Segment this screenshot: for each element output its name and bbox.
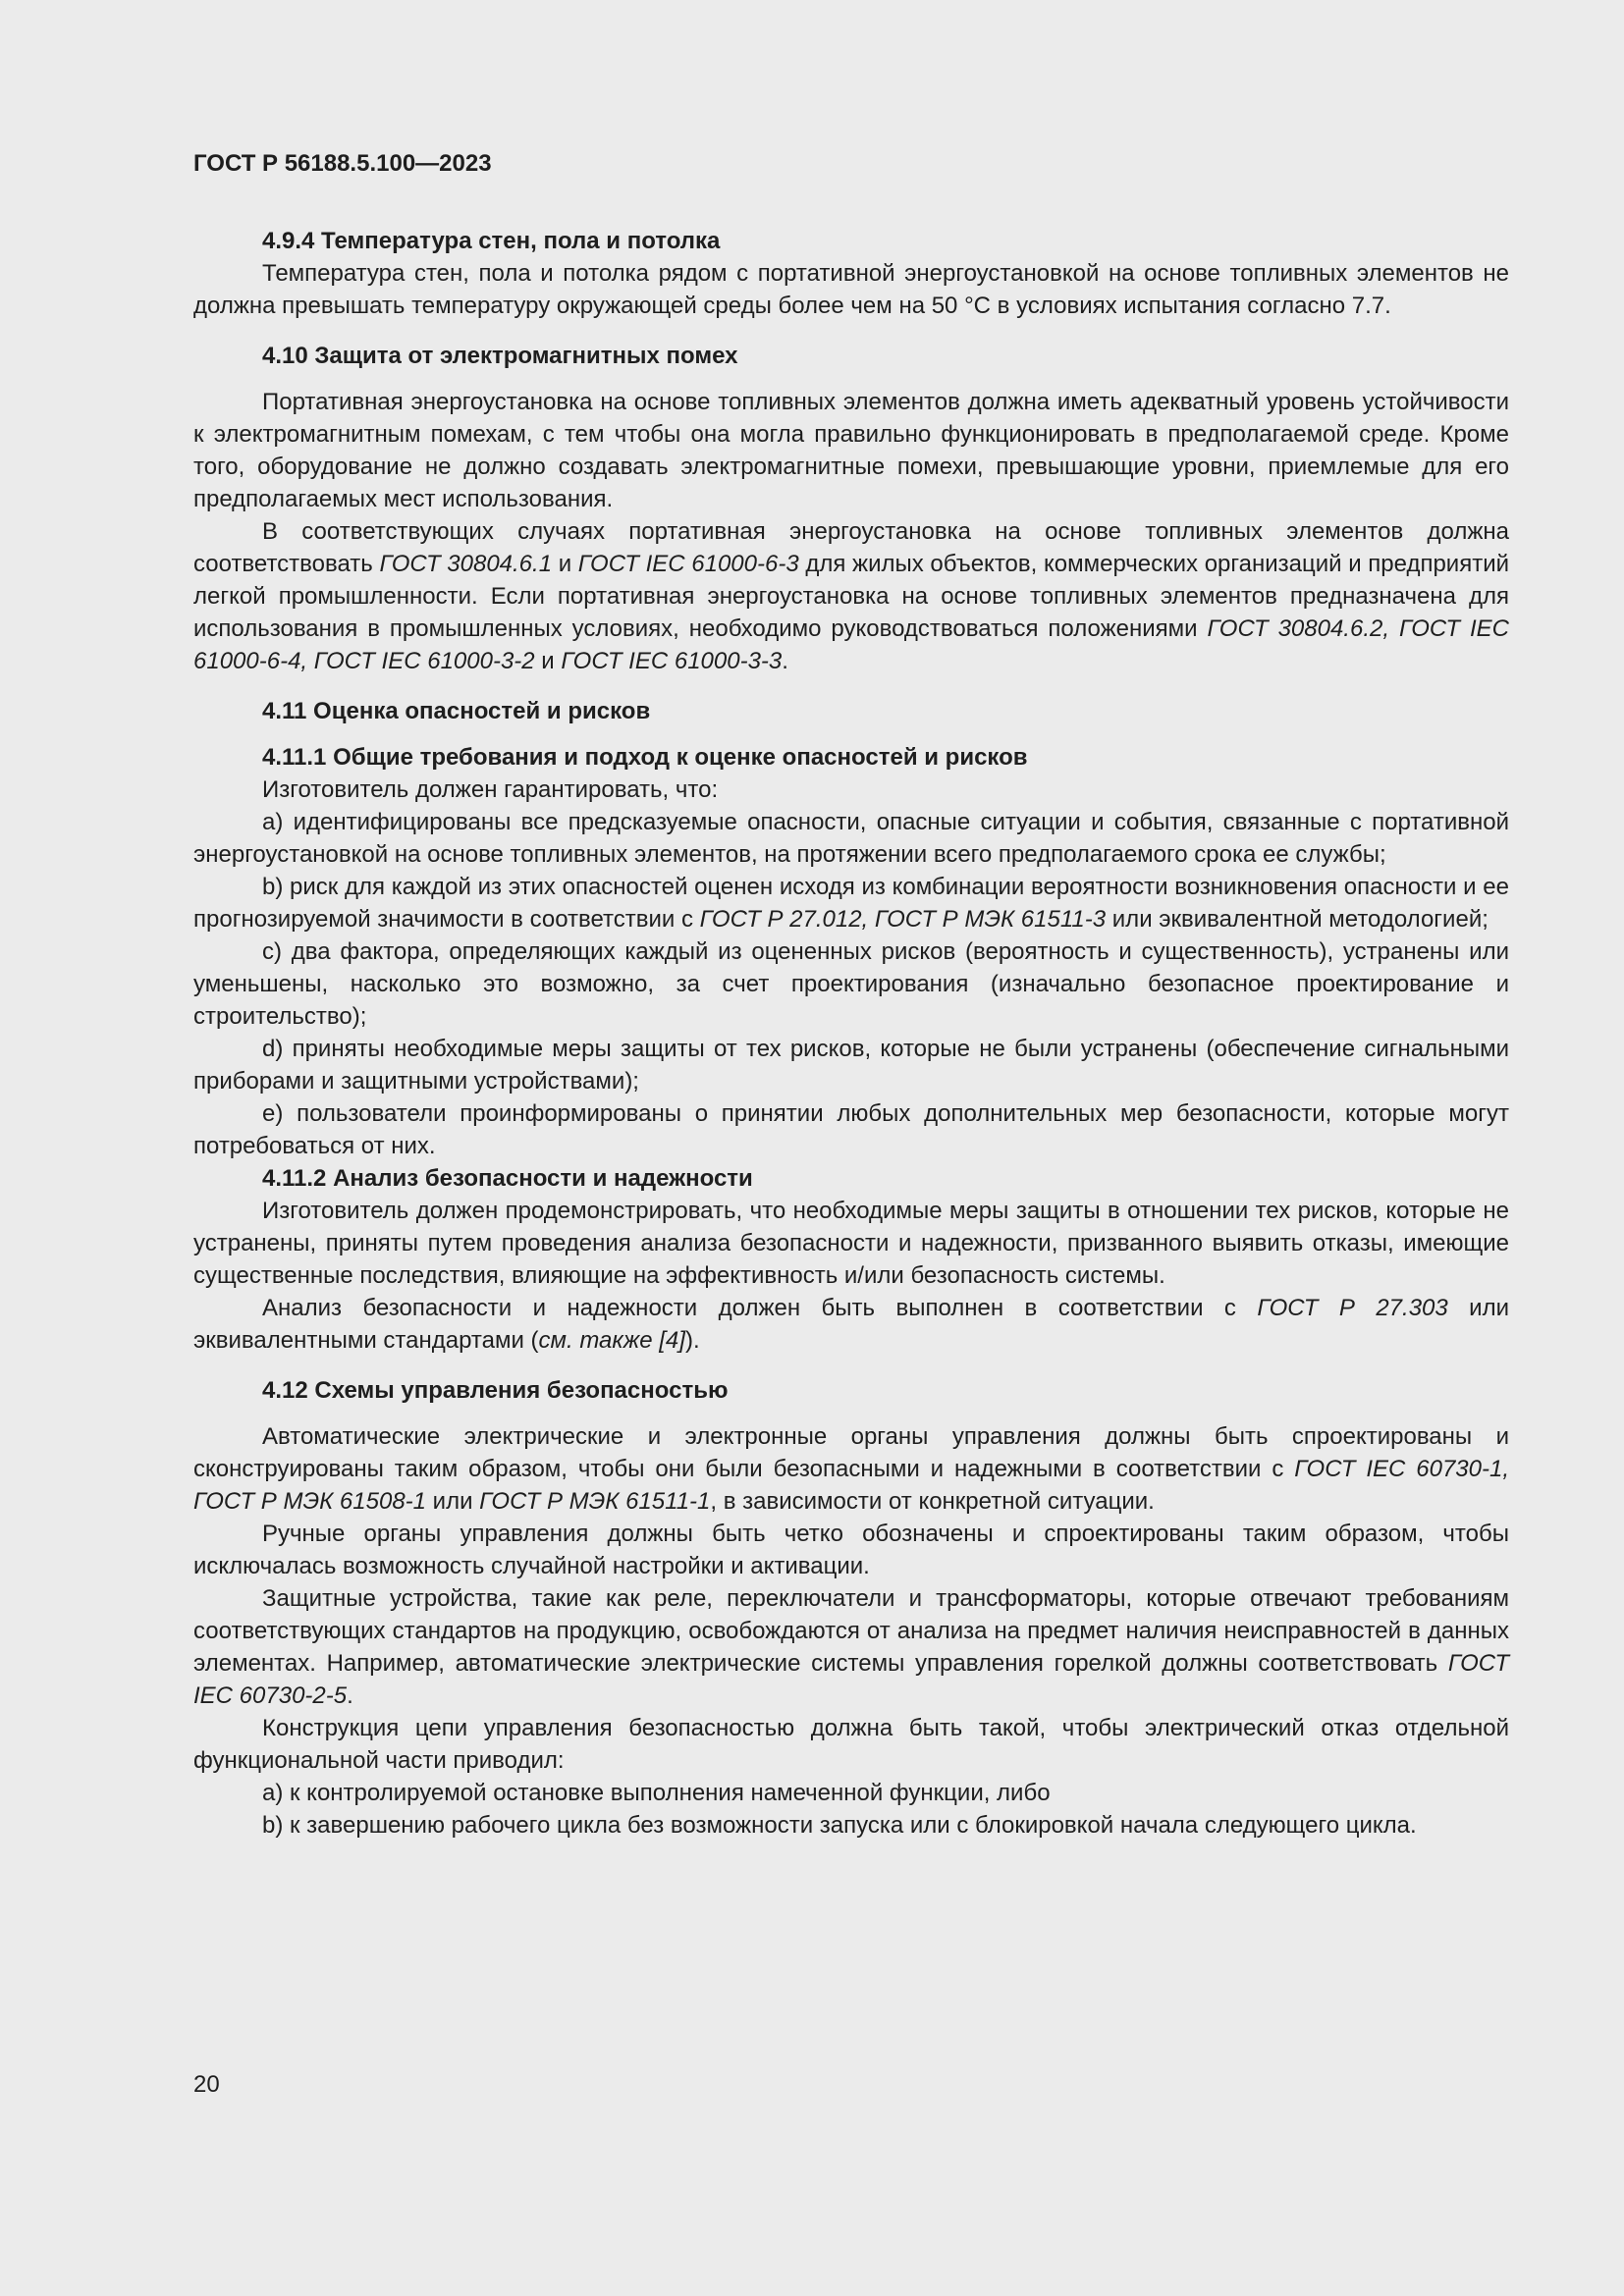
text-run: Анализ безопасности и надежности должен быть выполнен в соответствии с [262,1295,1258,1321]
text-run: , в зависимости от конкретной ситуации. [710,1488,1155,1515]
page-number: 20 [193,2071,220,2098]
text-run: или эквивалентной методологией; [1106,906,1489,933]
text-run: . [782,648,788,674]
standard-reference: см. также [4] [538,1327,685,1354]
section-heading: 4.12 Схемы управления безопасностью [262,1377,729,1404]
paragraph [193,1518,1509,1582]
text-run: или эквивалентными стандартами ( [193,1295,1509,1354]
paragraph [193,1033,1509,1097]
text-run: Конструкция цепи управления безопасностью должна быть такой, чтобы электрический отказ отдельной функциональной части приводил: [193,1715,1509,1774]
paragraph [193,806,1509,871]
text-run: a) идентифицированы все предсказуемые опасности, опасные ситуации и события, связанные с портативной энергоустановкой на основе топливных элементов, на протяжении всего предполагаемого срока ее службы; [193,809,1509,868]
document-body [193,147,1509,1842]
text-run: и [552,551,578,577]
standard-reference: ГОСТ IEC 60730-2-5 [193,1650,1509,1709]
text-run: Температура стен, пола и потолка рядом с портативной энергоустановкой на основе топливных элементов не должна превышать температуру окружающей среды более чем на 50 °C в условиях испытания согласно 7.7. [193,260,1509,319]
document-header: ГОСТ Р 56188.5.100—2023 [193,150,492,177]
paragraph [193,515,1509,677]
paragraph [193,1420,1509,1518]
section-heading: 4.10 Защита от электромагнитных помех [262,343,738,369]
text-run: b) риск для каждой из этих опасностей оценен исходя из комбинации вероятности возникновения опасности и ее прогнозируемой значимости в соответствии с [193,874,1509,933]
paragraph [193,1809,1509,1842]
text-run: a) к контролируемой остановке выполнения намеченной функции, либо [262,1780,1051,1806]
document-sections [193,225,1509,1842]
standard-reference: ГОСТ IEC 61000-6-3 [577,551,799,577]
section-heading: 4.11.1 Общие требования и подход к оценке опасностей и рисков [262,744,1028,771]
text-run: e) пользователи проинформированы о принятии любых дополнительных мер безопасности, которые могут потребоваться от них. [193,1100,1509,1159]
standard-reference: ГОСТ Р МЭК 61511-1 [479,1488,711,1515]
standard-reference: ГОСТ Р 27.012, ГОСТ Р МЭК 61511-3 [699,906,1107,933]
paragraph [193,935,1509,1033]
section-heading: 4.11 Оценка опасностей и рисков [262,698,651,724]
standard-reference: ГОСТ IEC 61000-3-3 [561,648,783,674]
standard-reference: ГОСТ 30804.6.2, ГОСТ IEC 61000-6-4, ГОСТ IEC 61000-3-2 [193,615,1509,674]
text-run: b) к завершению рабочего цикла без возможности запуска или с блокировкой начала следующего цикла. [262,1812,1417,1839]
paragraph [193,257,1509,322]
paragraph [193,1582,1509,1712]
standard-reference: ГОСТ Р 27.303 [1257,1295,1448,1321]
text-run: для жилых объектов, коммерческих организаций и предприятий легкой промышленности. Если портативная энергоустановка на основе топливных элементов предназначена для использования в промышленных условиях, необходимо руководствоваться положениями [193,551,1510,642]
text-run: и [534,648,562,674]
paragraph [193,1712,1509,1777]
standard-reference: ГОСТ 30804.6.1 [379,551,553,577]
text-run: Портативная энергоустановка на основе топливных элементов должна иметь адекватный уровень устойчивости к электромагнитным помехам, с тем чтобы она могла правильно функционировать в предполагаемой среде. Кроме того, оборудование не должно создавать электромагнитные помехи, превышающие уровни, приемлемые для его предполагаемых мест использования. [193,389,1509,512]
paragraph [193,774,1509,806]
paragraph [193,1097,1509,1162]
text-run: Автоматические электрические и электронные органы управления должны быть спроектированы и сконструированы таким образом, чтобы они были безопасными и надежными в соответствии с [193,1423,1509,1482]
paragraph [193,1195,1509,1292]
paragraph [193,386,1509,515]
text-run: ). [684,1327,700,1354]
paragraph [193,1292,1509,1357]
text-run: c) два фактора, определяющих каждый из оцененных рисков (вероятность и существенность), устранены или уменьшены, насколько это возможно, за счет проектирования (изначально безопасное проектирование и строительство); [193,938,1509,1030]
text-run: Ручные органы управления должны быть четко обозначены и спроектированы таким образом, чтобы исключалась возможность случайной настройки и активации. [193,1521,1509,1579]
text-run: Изготовитель должен гарантировать, что: [262,776,719,803]
paragraph [193,871,1509,935]
text-run: Защитные устройства, такие как реле, переключатели и трансформаторы, которые отвечают требованиям соответствующих стандартов на продукцию, освобождаются от анализа на предмет наличия неисправностей в данных элементах. Например, автоматические электрические системы управления горелкой должны соответствовать [193,1585,1509,1677]
text-run: или [426,1488,480,1515]
text-run: Изготовитель должен продемонстрировать, что необходимые меры защиты в отношении тех рисков, которые не устранены, приняты путем проведения анализа безопасности и надежности, призванного выявить отказы, имеющие существенные последствия, влияющие на эффективность и/или безопасность системы. [193,1198,1509,1289]
text-run: d) приняты необходимые меры защиты от тех рисков, которые не были устранены (обеспечение сигнальными приборами и защитными устройствами); [193,1036,1509,1095]
text-run: . [347,1682,353,1709]
text-run: В соответствующих случаях портативная энергоустановка на основе топливных элементов должна соответствовать [193,518,1509,577]
standard-reference: ГОСТ IEC 60730-1, ГОСТ Р МЭК 61508-1 [193,1456,1510,1515]
section-heading: 4.11.2 Анализ безопасности и надежности [262,1165,753,1192]
section-heading: 4.9.4 Температура стен, пола и потолка [262,228,721,254]
paragraph [193,1777,1509,1809]
